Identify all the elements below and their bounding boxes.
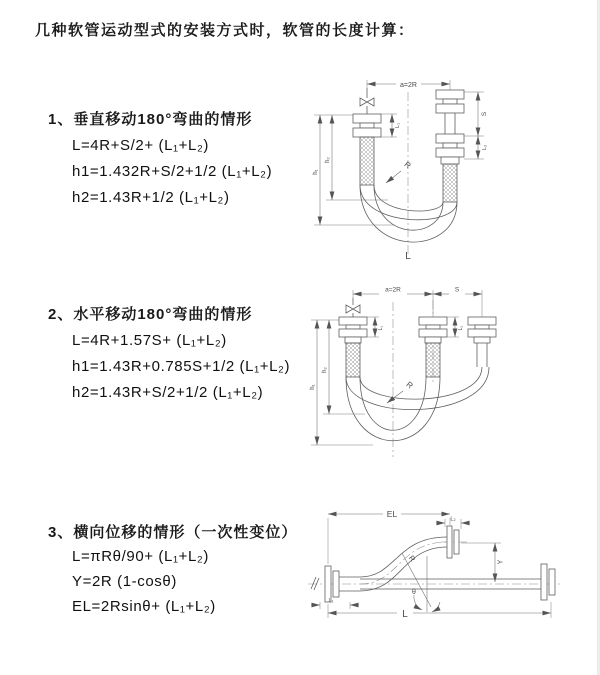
section-2-formula-h1: h1=1.43R+0.785S+1/2 (L₁+L₂)	[72, 358, 291, 375]
section-3-formula-EL: EL=2Rsinθ+ (L₁+L₂)	[72, 598, 216, 615]
dim-fitting-left	[367, 317, 384, 337]
section-3-formula-Y: Y=2R (1-cosθ)	[72, 573, 177, 590]
dim-fitting-left-label: L₁	[378, 325, 384, 331]
radius-label: R	[402, 159, 413, 171]
dim-fitting-left-label: L₁	[395, 123, 401, 128]
dim-fitting-left-label: L₁	[328, 598, 334, 604]
dim-depth-inner-label: h₂	[322, 367, 328, 373]
dim-depths	[310, 320, 373, 445]
dim-depth-outer-label: h₁	[313, 169, 319, 175]
right-flange	[468, 317, 496, 367]
dim-stroke-s	[464, 92, 488, 159]
dim-span-label: a=2R	[385, 286, 401, 294]
ghost-straight-pipe	[360, 564, 555, 600]
right-flange-lower	[436, 134, 464, 164]
section-1-formula-h1: h1=1.432R+S/2+1/2 (L₁+L₂)	[72, 163, 273, 180]
dim-fitting-top-label: L₂	[450, 516, 456, 523]
dim-fitting-left	[381, 114, 401, 137]
dim-length-label: L	[402, 609, 408, 620]
hose-s-curve	[360, 537, 447, 591]
radius-label: R	[404, 379, 415, 391]
dim-offset-y	[461, 543, 505, 582]
angle-construction	[402, 553, 440, 612]
section-2-heading: 2、水平移动180°弯曲的情形	[48, 306, 253, 323]
section-1-formula-L: L=4R+S/2+ (L₁+L₂)	[72, 137, 209, 154]
angle-label: θ	[412, 589, 416, 596]
left-braided-hose	[360, 137, 374, 185]
dim-span-label: a=2R	[400, 81, 417, 89]
hose-u-bend-arcs	[346, 367, 489, 441]
diagram-vertical-180-bend	[300, 62, 590, 262]
right-flange-upper	[436, 90, 464, 134]
dim-stroke-label: S	[481, 111, 488, 117]
dim-fitting-right-label: L₂	[482, 144, 488, 151]
dim-fitting-left	[311, 598, 359, 609]
diagram-horizontal-180-bend	[303, 272, 595, 467]
valve-icon	[360, 88, 374, 114]
radius-callout	[386, 160, 413, 183]
radius-label: R	[406, 553, 418, 564]
diagram-lateral-displacement	[298, 496, 600, 658]
left-flange	[353, 114, 381, 137]
pipe-break-icon	[311, 577, 319, 590]
dim-length-l	[328, 602, 551, 620]
dim-el-label: EL	[386, 509, 398, 519]
section-1-formula-h2: h2=1.43R+1/2 (L₁+L₂)	[72, 189, 230, 206]
section-2-formula-L: L=4R+1.57S+ (L₁+L₂)	[72, 332, 227, 349]
dim-stroke-label: S	[454, 286, 460, 294]
left-flange	[339, 317, 367, 377]
hose-u-bend-arcs	[360, 185, 457, 242]
page-title: 几种软管运动型式的安装方式时，软管的长度计算：	[35, 22, 415, 39]
section-2-formula-h2: h2=1.43R+S/2+1/2 (L₁+L₂)	[72, 384, 264, 401]
dim-el	[328, 509, 450, 564]
dim-fitting-mid-label: L₂	[458, 325, 464, 331]
middle-flange	[419, 317, 447, 377]
right-braided-hose	[443, 164, 457, 202]
section-3-formula-L: L=πRθ/90+ (L₁+L₂)	[72, 548, 209, 565]
section-3-heading: 3、横向位移的情形（一次性变位）	[48, 524, 298, 541]
valve-icon	[346, 298, 360, 317]
dim-offset-label: Y	[497, 559, 505, 565]
dim-depth-inner-label: h₂	[325, 157, 331, 163]
dim-span-a2r	[353, 287, 482, 318]
section-1-heading: 1、垂直移动180°弯曲的情形	[48, 111, 253, 128]
dim-depth-outer-label: h₁	[310, 384, 316, 390]
length-label: L	[405, 251, 411, 262]
dim-fitting-top	[436, 517, 470, 530]
dim-span-a2r	[367, 80, 450, 90]
dim-fitting-mid	[447, 317, 464, 337]
